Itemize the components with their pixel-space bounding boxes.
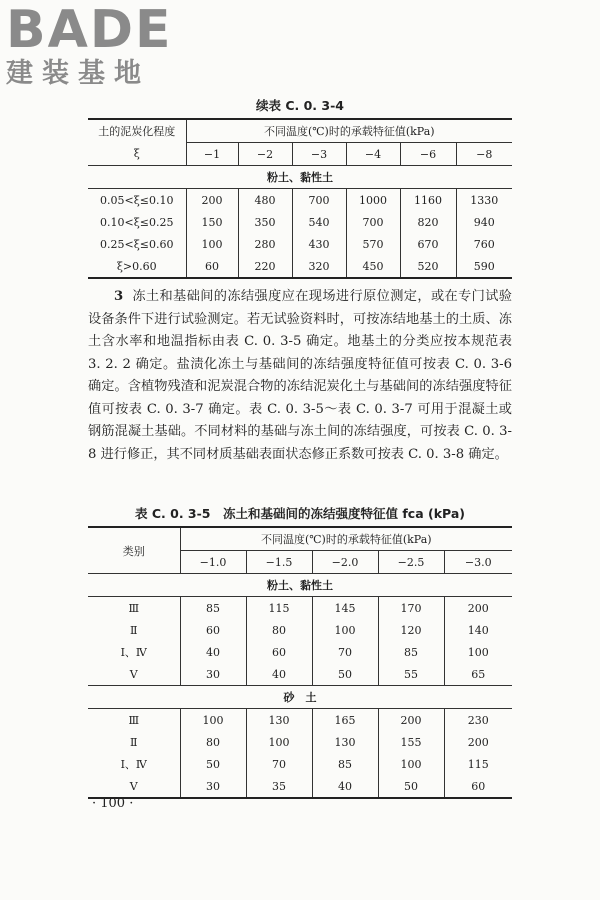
logo-subtitle: 建装基地: [6, 58, 150, 89]
table-row: [88, 255, 512, 278]
table2-cell: 100: [180, 709, 246, 732]
table2-cell: 100: [246, 731, 312, 753]
table1-cell: 700: [346, 211, 400, 233]
table-row: [88, 597, 512, 620]
table2-cell: 80: [246, 619, 312, 641]
table2-cell: 200: [444, 597, 512, 620]
table2-cell: 120: [378, 619, 444, 641]
table2-row-label: Ⅴ: [88, 663, 180, 686]
table2-cell: 130: [312, 731, 378, 753]
table2-cell: 70: [246, 753, 312, 775]
table1-cell: 320: [292, 255, 346, 278]
table2-row-label: Ⅴ: [88, 775, 180, 798]
table1-cell: 100: [186, 233, 238, 255]
table1-temp-header: −8: [456, 143, 512, 166]
table-row: [88, 775, 512, 798]
table1-cell: 150: [186, 211, 238, 233]
table1-temp-header: −4: [346, 143, 400, 166]
table2-header-group: 不同温度(℃)时的承载特征值(kPa): [180, 527, 512, 551]
table1-row-label: 0.25<ξ≤0.60: [88, 233, 186, 255]
table2-section-title: 砂 土: [88, 686, 512, 709]
table1-header-group: 不同温度(℃)时的承载特征值(kPa): [186, 119, 512, 143]
table1-cell: 670: [400, 233, 456, 255]
table2-cell: 80: [180, 731, 246, 753]
table-row: [88, 211, 512, 233]
table2-cell: 100: [378, 753, 444, 775]
table2-cell: 155: [378, 731, 444, 753]
table2: [88, 526, 512, 799]
table1-cell: 280: [238, 233, 292, 255]
table-row: [88, 641, 512, 663]
table-row: [88, 731, 512, 753]
table1-cell: 480: [238, 189, 292, 212]
table2-cell: 85: [312, 753, 378, 775]
table2-cell: 30: [180, 775, 246, 798]
table2-temp-header: −2.5: [378, 551, 444, 574]
table2-cell: 85: [180, 597, 246, 620]
table1-cell: 540: [292, 211, 346, 233]
table1-cell: 220: [238, 255, 292, 278]
table2-cell: 165: [312, 709, 378, 732]
table2-temp-header: −3.0: [444, 551, 512, 574]
table1-temp-header: −3: [292, 143, 346, 166]
table2-cell: 55: [378, 663, 444, 686]
table1-cell: 1330: [456, 189, 512, 212]
table2-cell: 40: [312, 775, 378, 798]
table2-row-label: Ⅲ: [88, 709, 180, 732]
table2-cell: 60: [180, 619, 246, 641]
table2-row-label: Ⅰ、Ⅳ: [88, 641, 180, 663]
table1-header-xi: ξ: [88, 143, 186, 166]
table2-cell: 50: [312, 663, 378, 686]
table2-cell: 130: [246, 709, 312, 732]
table2-caption: 表 C. 0. 3-5 冻土和基础间的冻结强度特征值 fca (kPa): [135, 506, 465, 521]
table2-cell: 140: [444, 619, 512, 641]
table-row: [88, 663, 512, 686]
table2-cell: 60: [246, 641, 312, 663]
table-row: [88, 753, 512, 775]
table2-cell: 60: [444, 775, 512, 798]
table2-cell: 145: [312, 597, 378, 620]
table1-cell: 430: [292, 233, 346, 255]
table2-section-row: [88, 686, 512, 709]
table2-cell: 100: [444, 641, 512, 663]
table2-cell: 50: [378, 775, 444, 798]
table1-row-label: 0.10<ξ≤0.25: [88, 211, 186, 233]
table-row: [88, 233, 512, 255]
table2-cell: 115: [444, 753, 512, 775]
brand-logo: [6, 0, 173, 90]
table2-row-label: Ⅱ: [88, 619, 180, 641]
paragraph-text: 冻土和基础间的冻结强度应在现场进行原位测定，或在专门试验设备条件下进行试验测定。若无试验资料时，可按冻结地基土的土质、冻土含水率和地温指标由表 C. 0. 3-5 确定。地基土的分类应按本规范表 3. 2. 2 确定。盐渍化冻土与基础间的冻结强度特征值可按表 C. 0. 3-6 确定。含植物残渣和泥炭混合物的冻结泥炭化土与基础间的冻结强度特征值可按表 C. 0. 3-7 确定。表 C. 0. 3-5～表 C. 0. 3-7 可用于混凝土或钢筋混凝土基础。不同材料的基础与冻土间的冻结强度，可按表 C. 0. 3-8 进行修正，其不同材质基础表面状态修正系数可按表 C. 0. 3-8 确定。: [88, 289, 512, 462]
table2-cell: 40: [180, 641, 246, 663]
table2-section-title: 粉土、黏性土: [88, 574, 512, 597]
table2-temp-header: −1.5: [246, 551, 312, 574]
table-row: [88, 189, 512, 212]
table1-cell: 60: [186, 255, 238, 278]
table1-cell: 520: [400, 255, 456, 278]
table1-temp-header: −1: [186, 143, 238, 166]
table1-cell: 940: [456, 211, 512, 233]
table2-cell: 35: [246, 775, 312, 798]
table2-row-label: Ⅲ: [88, 597, 180, 620]
table2-cell: 100: [312, 619, 378, 641]
table1-row-label: 0.05<ξ≤0.10: [88, 189, 186, 212]
table1-section-title: 粉土、黏性土: [88, 166, 512, 189]
table1-cell: 760: [456, 233, 512, 255]
table1: [88, 118, 512, 279]
table1-row-label: ξ>0.60: [88, 255, 186, 278]
table2-cell: 40: [246, 663, 312, 686]
table2-cell: 70: [312, 641, 378, 663]
table2-cell: 200: [378, 709, 444, 732]
table2-temp-header: −1.0: [180, 551, 246, 574]
table2-cell: 230: [444, 709, 512, 732]
table-row: [88, 619, 512, 641]
table2-section-row: [88, 574, 512, 597]
table2-row-label: Ⅱ: [88, 731, 180, 753]
table2-header-category: 类别: [88, 527, 180, 574]
body-paragraph: [88, 286, 512, 466]
table2-cell: 200: [444, 731, 512, 753]
table1-cell: 1000: [346, 189, 400, 212]
table2-temp-header: −2.0: [312, 551, 378, 574]
table-row: [88, 709, 512, 732]
table2-cell: 65: [444, 663, 512, 686]
table1-temp-header: −2: [238, 143, 292, 166]
table1-cell: 350: [238, 211, 292, 233]
table2-cell: 30: [180, 663, 246, 686]
logo-wordmark: BADE: [6, 0, 173, 60]
table1-cell: 700: [292, 189, 346, 212]
table2-row-label: Ⅰ、Ⅳ: [88, 753, 180, 775]
table2-cell: 50: [180, 753, 246, 775]
table1-cell: 590: [456, 255, 512, 278]
table1-cell: 450: [346, 255, 400, 278]
paragraph-number: 3: [114, 289, 124, 304]
table1-cell: 1160: [400, 189, 456, 212]
table1-cell: 570: [346, 233, 400, 255]
table1-cell: 200: [186, 189, 238, 212]
table2-cell: 115: [246, 597, 312, 620]
table1-cell: 820: [400, 211, 456, 233]
table1-temp-header: −6: [400, 143, 456, 166]
table2-cell: 85: [378, 641, 444, 663]
table1-header-soil: 土的泥炭化程度: [88, 119, 186, 143]
table1-caption: 续表 C. 0. 3-4: [255, 98, 344, 113]
table2-cell: 170: [378, 597, 444, 620]
page-number: · 100 ·: [92, 796, 134, 811]
